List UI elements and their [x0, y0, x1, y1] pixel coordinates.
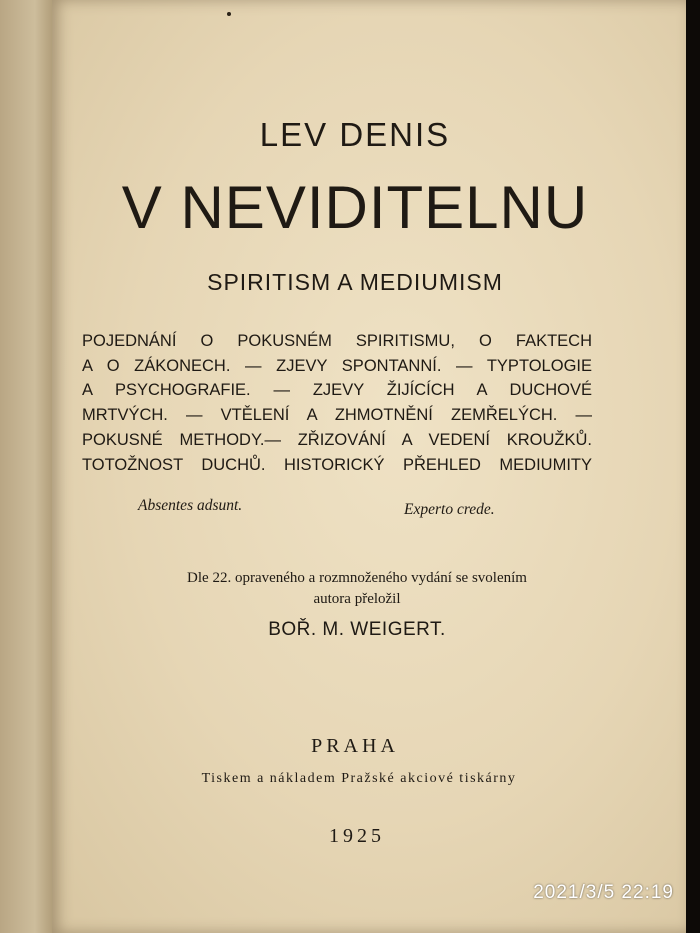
- translator-name: BOŘ. M. WEIGERT.: [268, 619, 446, 640]
- description-line: POJEDNÁNÍ O POKUSNÉM SPIRITISMU, O FAKTECH: [82, 332, 592, 350]
- description-line: A PSYCHOGRAFIE. — ZJEVY ŽIJÍCÍCH A DUCHOVÉ: [82, 381, 592, 399]
- description-line: TOTOŽNOST DUCHŮ. HISTORICKÝ PŘEHLED MEDIUMITY: [82, 456, 592, 474]
- description-line: MRTVÝCH. — VTĚLENÍ A ZHMOTNĚNÍ ZEMŘELÝCH. —: [82, 406, 592, 424]
- title-page-content: [52, 0, 686, 933]
- publication-year: 1925: [329, 825, 385, 847]
- motto-left: Absentes adsunt.: [138, 497, 243, 514]
- description-line: POKUSNÉ METHODY.— ZŘIZOVÁNÍ A VEDENÍ KROUŽKŮ.: [82, 431, 592, 449]
- printer-line: Tiskem a nákladem Pražské akciové tiskárny: [201, 771, 517, 786]
- photo-timestamp: 2021/3/5 22:19: [533, 882, 674, 903]
- publication-place: PRAHA: [311, 735, 399, 757]
- motto-right: Experto crede.: [404, 501, 495, 518]
- dark-background-edge: [686, 0, 700, 933]
- book-subtitle: SPIRITISM A MEDIUMISM: [207, 269, 503, 295]
- translation-note-continued: autora přeložil: [313, 591, 401, 607]
- author-name: LEV DENIS: [259, 116, 451, 153]
- description-line: A O ZÁKONECH. — ZJEVY SPONTANNÍ. — TYPTOLOGIE: [82, 357, 592, 375]
- book-title: V NEVIDITELNU: [121, 174, 589, 241]
- translation-note: Dle 22. opraveného a rozmnoženého vydání se svolením: [187, 570, 527, 586]
- title-page: [52, 0, 686, 933]
